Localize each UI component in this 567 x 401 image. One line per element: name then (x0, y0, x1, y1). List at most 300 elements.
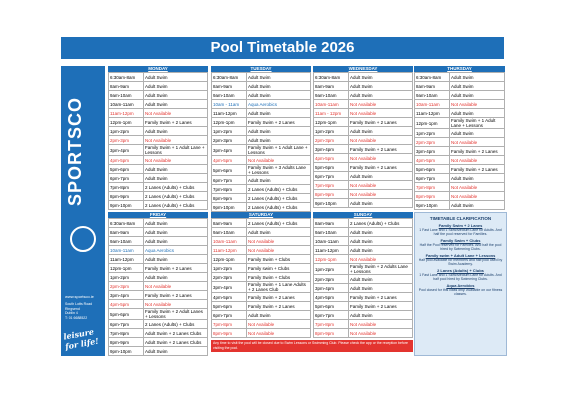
time-cell: 8am-9am (212, 219, 247, 228)
time-cell: 3pm-4pm (109, 145, 144, 156)
activity-cell: Not Available (247, 320, 311, 329)
activity-cell: Adult Swim (450, 109, 505, 118)
time-cell: 7pm-8pm (415, 183, 450, 192)
timetable-row (415, 147, 505, 156)
time-cell: 6pm-7pm (109, 320, 144, 329)
activity-cell: 2 Lanes (Adults) + Clubs (247, 194, 311, 203)
clarification-heading: TIMETABLE CLARIFICATION (429, 216, 492, 221)
time-cell: 12pm-1pm (314, 255, 349, 264)
timetable-row (212, 320, 311, 329)
activity-cell: 2 Lanes (Adults) + Clubs (144, 192, 208, 201)
activity-cell: Adult Swim (247, 136, 311, 145)
timetable-clarification (414, 212, 507, 356)
activity-cell: Family Swim + 2 Lanes (247, 118, 311, 127)
timetable-row (314, 127, 413, 136)
time-cell: 2pm-3pm (212, 136, 247, 145)
day-header: TUESDAY (211, 66, 311, 72)
time-cell: 8am-9am (314, 219, 349, 228)
activity-cell: Family Swim + 2 Lanes (450, 165, 505, 174)
timetable-row (212, 165, 311, 176)
timetable-row (212, 293, 311, 302)
time-cell: 10am-11am (212, 237, 247, 246)
timetable-row (212, 185, 311, 194)
clarification-item (418, 268, 503, 281)
time-cell: 6:30am-8am (415, 73, 450, 82)
timetable-row (109, 246, 208, 255)
time-cell: 3pm-4pm (212, 145, 247, 156)
time-cell: 6pm-7pm (109, 174, 144, 183)
timetable-row (415, 118, 505, 129)
time-cell: 6:30am-8am (109, 219, 144, 228)
activity-cell: Not Available (450, 183, 505, 192)
activity-cell: Family Swim + 3 Adults Lane + Lessons (247, 165, 311, 176)
time-cell: 4pm-5pm (314, 293, 349, 302)
activity-cell: Family Swim + 1 Adult Lane + Lessons (450, 118, 505, 129)
brand-slogan: leisure for life! (62, 326, 100, 352)
activity-cell: Family Swim + 1 Adult Lane + Lessons (247, 145, 311, 156)
time-cell: 6pm-7pm (314, 172, 349, 181)
time-cell: 9am-10am (109, 237, 144, 246)
activity-cell: Adult Swim (144, 165, 208, 174)
time-cell: 10am - 11am (212, 100, 247, 109)
activity-cell: Adult Swim (247, 228, 311, 237)
activity-cell: Adult Swim (450, 174, 505, 183)
activity-cell: Adult Swim (349, 246, 413, 255)
brand-address (65, 302, 92, 320)
activity-cell: Not Available (349, 255, 413, 264)
time-cell: 2pm-3pm (314, 275, 349, 284)
activity-cell: Adult Swim (144, 127, 208, 136)
time-cell: 8am-9am (212, 82, 247, 91)
activity-cell: Not Available (247, 237, 311, 246)
brand-website[interactable]: www.sportsco.ie (65, 294, 94, 299)
time-cell: 11am-12pm (314, 246, 349, 255)
activity-cell: Adult Swim (349, 127, 413, 136)
time-cell: 2pm-3pm (109, 136, 144, 145)
time-cell: 6:30am-8am (109, 73, 144, 82)
activity-cell: 2 Lanes (Adults) + Clubs (247, 203, 311, 212)
day-table-saturday (211, 212, 311, 338)
timetable-row (314, 82, 413, 91)
time-cell: 12pm-1pm (212, 255, 247, 264)
timetable-row (212, 237, 311, 246)
timetable-row (212, 82, 311, 91)
activity-cell: Not Available (144, 136, 208, 145)
time-cell: 3pm-4pm (415, 147, 450, 156)
activity-cell: Not Available (450, 192, 505, 201)
day-table-tuesday (211, 66, 311, 212)
day-table-thursday (414, 66, 505, 210)
activity-cell: Adult Swim (247, 91, 311, 100)
timetable-row (109, 347, 208, 356)
activity-cell: Not Available (349, 329, 413, 338)
activity-cell: Adult Swim (450, 73, 505, 82)
timetable-row (415, 91, 505, 100)
brand-name: SPORTSCO (65, 96, 85, 206)
timetable-row (212, 91, 311, 100)
time-cell: 7pm-8pm (109, 329, 144, 338)
timetable-row (212, 311, 311, 320)
day-header: WEDNESDAY (313, 66, 413, 72)
day-table-friday (108, 212, 208, 356)
time-cell: 7pm-8pm (314, 320, 349, 329)
timetable-row (415, 109, 505, 118)
timetable-row (212, 100, 311, 109)
time-cell: 10am-11am (109, 246, 144, 255)
timetable-row (212, 282, 311, 293)
timetable-row (314, 91, 413, 100)
timetable-row (314, 118, 413, 127)
activity-cell: Not Available (349, 136, 413, 145)
activity-cell: Adult Swim (144, 174, 208, 183)
activity-cell: Not Available (247, 156, 311, 165)
activity-cell: Not Available (349, 100, 413, 109)
timetable-row (314, 311, 413, 320)
time-cell: 1pm-2pm (109, 273, 144, 282)
address-line: Dublin 4 (65, 311, 78, 315)
activity-cell: Family Swim + 2 Lanes (349, 118, 413, 127)
activity-cell: Not Available (144, 109, 208, 118)
day-table-sunday (313, 212, 413, 338)
activity-cell: Family Swim + 2 Lanes (247, 302, 311, 311)
timetable-row (212, 228, 311, 237)
timetable-row (415, 156, 505, 165)
timetable-row (109, 201, 208, 210)
timetable-row (415, 138, 505, 147)
time-cell: 8am-9am (314, 82, 349, 91)
timetable-row (212, 255, 311, 264)
page-title: Pool Timetable 2026 (61, 37, 504, 59)
activity-cell: Family Swim + 2 Lanes (349, 145, 413, 154)
activity-cell: Adult Swim (450, 129, 505, 138)
activity-cell: Adult Swim (349, 91, 413, 100)
activity-cell: Not Available (247, 329, 311, 338)
time-cell: 3pm-4pm (314, 145, 349, 154)
clarification-text: Half pool available for members and half pool used by Swim Academy. (418, 258, 503, 266)
time-cell: 2pm-3pm (212, 273, 247, 282)
time-cell: 12pm-1pm (314, 118, 349, 127)
time-cell: 8pm-9pm (212, 194, 247, 203)
activity-cell: Not Available (349, 320, 413, 329)
activity-cell: Adult Swim (450, 82, 505, 91)
timetable-row (109, 192, 208, 201)
activity-cell: Not Available (349, 109, 413, 118)
timetable-row (415, 100, 505, 109)
timetable-row (109, 82, 208, 91)
activity-cell: Adult Swim (144, 273, 208, 282)
timetable-row (212, 273, 311, 282)
time-cell: 11am - 12pm (314, 109, 349, 118)
timetable-row (109, 73, 208, 82)
timetable-row (314, 199, 413, 208)
timetable-row (212, 203, 311, 212)
time-cell: 6pm-7pm (314, 311, 349, 320)
time-cell: 4pm-5pm (212, 293, 247, 302)
timetable-row (109, 329, 208, 338)
time-cell: 4pm-5pm (314, 154, 349, 163)
time-cell: 9am-10am (212, 91, 247, 100)
timetable-row (314, 154, 413, 163)
time-cell: 4pm-5pm (109, 300, 144, 309)
address-line: T: 01 6688522 (65, 315, 88, 320)
clarification-item (418, 253, 503, 266)
time-cell: 5pm-6pm (109, 165, 144, 174)
timetable-row (109, 255, 208, 264)
time-cell: 8am-9am (109, 82, 144, 91)
activity-cell: Not Available (144, 156, 208, 165)
timetable-row (212, 118, 311, 127)
activity-cell: Adult Swim (247, 176, 311, 185)
activity-cell: Family Swim + 2 Lanes (349, 302, 413, 311)
time-cell: 8pm-9pm (109, 338, 144, 347)
time-cell: 2pm-3pm (415, 138, 450, 147)
activity-cell: Family Swim + 2 Lanes (247, 293, 311, 302)
activity-cell: Family Swim + 1 Adult Lane + Lessons (144, 145, 208, 156)
activity-cell: Family Swim + Clubs (247, 255, 311, 264)
timetable-row (212, 246, 311, 255)
time-cell: 1pm-2pm (109, 127, 144, 136)
time-cell: 9am-10am (415, 91, 450, 100)
timetable-row (314, 145, 413, 154)
activity-cell: Not Available (144, 282, 208, 291)
timetable-row (314, 219, 413, 228)
time-cell: 10am-11am (314, 100, 349, 109)
clarification-item (418, 223, 503, 236)
time-cell: 1pm-2pm (415, 129, 450, 138)
clarification-text: 1 Fast Lane and 1 Slow/Medium Lane for Adults. And half the pool reserved for Families. (419, 228, 502, 236)
timetable-row (212, 302, 311, 311)
time-cell: 11am-12pm (415, 109, 450, 118)
day-header: SATURDAY (211, 212, 311, 218)
time-cell: 11am-12pm (212, 246, 247, 255)
timetable-row (109, 338, 208, 347)
timetable-row (109, 219, 208, 228)
activity-cell: Family Swim + 2 Lanes (144, 264, 208, 273)
timetable-row (415, 129, 505, 138)
time-cell: 11am-12pm (109, 255, 144, 264)
timetable-row (212, 73, 311, 82)
time-cell: 2pm-3pm (314, 136, 349, 145)
activity-cell: Adult Swim (247, 82, 311, 91)
time-cell: 3pm-4pm (212, 282, 247, 293)
timetable-row (314, 320, 413, 329)
time-cell: 5pm-6pm (314, 302, 349, 311)
timetable-row (212, 329, 311, 338)
time-cell: 1pm-2pm (212, 264, 247, 273)
address-line: Ringsend (65, 306, 80, 311)
time-cell: 6pm-7pm (415, 174, 450, 183)
activity-cell: Family Swim + 2 Lanes (144, 291, 208, 300)
timetable-row (109, 91, 208, 100)
timetable-row (109, 320, 208, 329)
timetable-row (109, 174, 208, 183)
activity-cell: Adult Swim (144, 100, 208, 109)
time-cell: 8pm-9pm (314, 190, 349, 199)
timetable-row (212, 156, 311, 165)
clarification-text: Half the Pool reserved for Families. And half the pool hired by Swimming Clubs. (419, 243, 502, 251)
time-cell: 7pm-8pm (109, 183, 144, 192)
timetable-row (314, 302, 413, 311)
timetable-row (415, 192, 505, 201)
time-cell: 12pm-1pm (109, 118, 144, 127)
activity-cell: Family Swim + 2 Lanes (349, 293, 413, 302)
clarification-item (418, 283, 503, 296)
activity-cell: Not Available (144, 300, 208, 309)
activity-cell: Not Available (450, 100, 505, 109)
address-line: South Lotts Road (65, 302, 93, 306)
timetable-row (109, 165, 208, 174)
timetable-row (314, 190, 413, 199)
clarification-text: Pool closed for this class only. Available on our fitness classes. (418, 288, 503, 296)
time-cell: 5pm-6pm (314, 163, 349, 172)
time-cell: 6:30am-8am (212, 73, 247, 82)
timetable-row (314, 284, 413, 293)
time-cell: 9pm-10pm (109, 347, 144, 356)
timetable-row (415, 73, 505, 82)
timetable-row (212, 219, 311, 228)
timetable-row (314, 264, 413, 275)
day-header: FRIDAY (108, 212, 208, 218)
time-cell: 11am-12pm (109, 109, 144, 118)
day-table-wednesday (313, 66, 413, 208)
activity-cell: Aqua Aerobics (144, 246, 208, 255)
sportsco-logo-icon (70, 226, 96, 252)
time-cell: 9pm-10pm (109, 201, 144, 210)
time-cell: 9pm-10pm (415, 201, 450, 210)
activity-cell: Family Swim + 2 Lanes (450, 147, 505, 156)
timetable-row (212, 127, 311, 136)
activity-cell: Adult Swim (349, 199, 413, 208)
timetable-row (314, 329, 413, 338)
time-cell: 8pm-9pm (109, 192, 144, 201)
time-cell: 8am-9am (109, 228, 144, 237)
timetable-row (109, 100, 208, 109)
activity-cell: 2 Lanes (Adults) + Clubs (349, 219, 413, 228)
time-cell: 4pm-5pm (109, 156, 144, 165)
time-cell: 7pm-8pm (314, 181, 349, 190)
time-cell: 6pm-7pm (212, 311, 247, 320)
timetable-row (314, 109, 413, 118)
brand-sidebar (61, 66, 105, 356)
activity-cell: Adult Swim (144, 73, 208, 82)
time-cell: 6pm-7pm (212, 176, 247, 185)
activity-cell: Not Available (247, 246, 311, 255)
clarification-title: 2 Lanes (Adults) + Clubs (437, 268, 484, 273)
timetable-row (415, 82, 505, 91)
timetable-row (314, 228, 413, 237)
timetable-row (109, 118, 208, 127)
timetable-row (109, 237, 208, 246)
timetable-row (109, 109, 208, 118)
time-cell: 4pm-5pm (415, 156, 450, 165)
time-cell: 12pm-1pm (212, 118, 247, 127)
activity-cell: Adult Swim (349, 228, 413, 237)
activity-cell: Adult Swim (349, 311, 413, 320)
day-header: MONDAY (108, 66, 208, 72)
clarification-title: Family Swim + 2 Lanes (438, 223, 483, 228)
time-cell: 7pm-8pm (212, 185, 247, 194)
timetable-row (109, 136, 208, 145)
time-cell: 10am-11am (314, 237, 349, 246)
time-cell: 9am-10am (212, 228, 247, 237)
timetable-row (314, 163, 413, 172)
timetable-row (109, 127, 208, 136)
day-header: THURSDAY (414, 66, 505, 72)
time-cell: 6:30am-8am (314, 73, 349, 82)
time-cell: 5pm-6pm (109, 309, 144, 320)
timetable-row (109, 145, 208, 156)
time-cell: 2pm-3pm (109, 282, 144, 291)
time-cell: 8pm-9pm (415, 192, 450, 201)
activity-cell: Adult Swim (144, 237, 208, 246)
timetable-row (109, 282, 208, 291)
activity-cell: 2 Lanes (Adults) + Clubs (144, 183, 208, 192)
activity-cell: Adult Swim (144, 91, 208, 100)
activity-cell: Family Swim + Clubs (247, 273, 311, 282)
time-cell: 3pm-4pm (109, 291, 144, 300)
activity-cell: Family swim + Clubs (247, 264, 311, 273)
clarification-text: 1 Fast Lane and 1 Slow/Medium Lane for Adults. And half pool hired by Swimming Clubs. (419, 273, 502, 281)
timetable-row (314, 181, 413, 190)
activity-cell: Adult Swim (349, 237, 413, 246)
time-cell: 9am-10am (314, 91, 349, 100)
timetable-row (415, 174, 505, 183)
time-cell: 8pm-9pm (212, 329, 247, 338)
time-cell: 5pm-6pm (212, 165, 247, 176)
timetable-row (212, 109, 311, 118)
activity-cell: Adult Swim (247, 109, 311, 118)
time-cell: 1pm-2pm (314, 127, 349, 136)
timetable-row (109, 156, 208, 165)
timetable-row (415, 183, 505, 192)
activity-cell: Adult Swim (450, 201, 505, 210)
timetable-row (314, 255, 413, 264)
activity-cell: Adult Swim + 2 Lanes Clubs (144, 329, 208, 338)
activity-cell: Family Swim + 2 Lanes (144, 118, 208, 127)
activity-cell: Not Available (349, 190, 413, 199)
activity-cell: Adult Swim (349, 172, 413, 181)
timetable-row (109, 183, 208, 192)
activity-cell: Not Available (349, 181, 413, 190)
activity-cell: Not Available (450, 138, 505, 147)
time-cell: 1pm-2pm (212, 127, 247, 136)
timetable-row (109, 300, 208, 309)
timetable-row (314, 73, 413, 82)
activity-cell: Adult Swim (349, 275, 413, 284)
activity-cell: Adult Swim (450, 91, 505, 100)
timetable-row (212, 176, 311, 185)
time-cell: 3pm-4pm (314, 284, 349, 293)
activity-cell: Aqua Aerobics (247, 100, 311, 109)
time-cell: 9am-10am (109, 91, 144, 100)
timetable-row (314, 136, 413, 145)
activity-cell: Family Swim + 1 Lane Adults + 2 Lanes Club (247, 282, 311, 293)
time-cell: 11am-12pm (212, 109, 247, 118)
closure-note: Any time to visit the pool will be closed due to Swim Lessons or Swimming Club. Please check the app or the reception before visiting the pool. (211, 340, 413, 352)
timetable-row (314, 246, 413, 255)
activity-cell: Adult Swim (247, 311, 311, 320)
activity-cell: Adult Swim + 2 Lanes Clubs (144, 338, 208, 347)
timetable-row (212, 264, 311, 273)
activity-cell: Adult Swim (144, 82, 208, 91)
time-cell: 5pm-6pm (415, 165, 450, 174)
activity-cell: Adult Swim (247, 127, 311, 136)
timetable-row (109, 309, 208, 320)
activity-cell: Adult Swim (144, 219, 208, 228)
time-cell: 9am-10am (314, 228, 349, 237)
time-cell: 12pm-1pm (109, 264, 144, 273)
time-cell: 9pm-10pm (212, 203, 247, 212)
